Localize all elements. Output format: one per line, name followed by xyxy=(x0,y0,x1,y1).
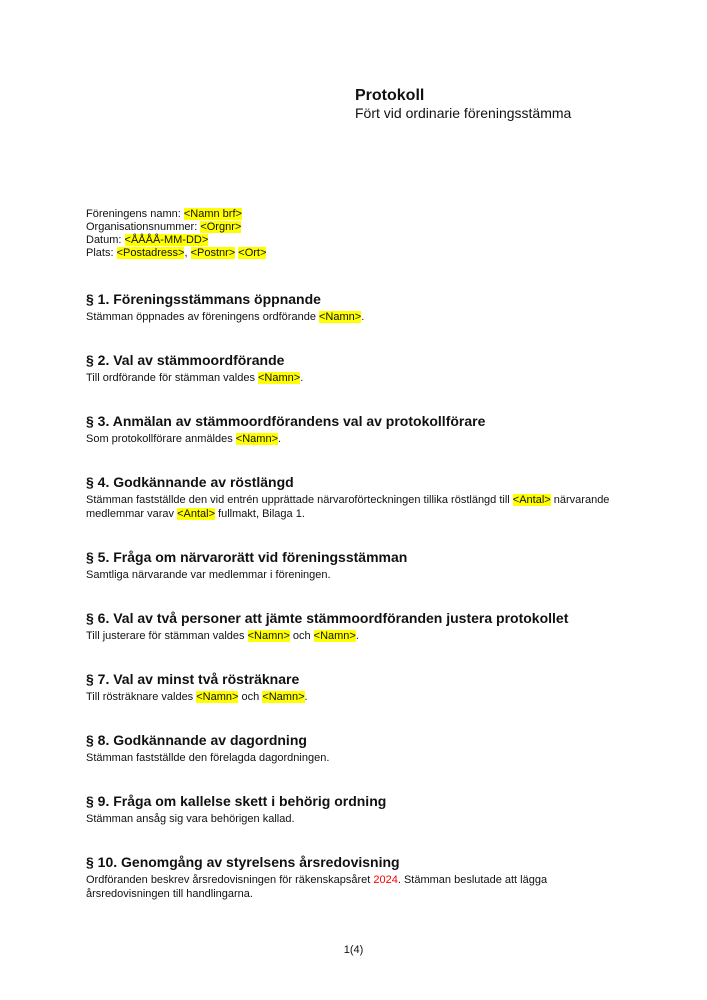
text-segment: Som protokollförare anmäldes xyxy=(86,433,236,445)
association-info xyxy=(86,208,266,260)
placeholder-field: <Namn> xyxy=(319,311,362,323)
info-line xyxy=(86,247,266,260)
section-body xyxy=(86,310,616,324)
section-body xyxy=(86,493,616,521)
section-body xyxy=(86,432,616,446)
placeholder-field: <Namn> xyxy=(313,630,356,642)
section-heading: § 10. Genomgång av styrelsens årsredovisning xyxy=(86,854,400,870)
text-segment: Plats: xyxy=(86,247,117,259)
info-line xyxy=(86,234,266,247)
text-segment: . xyxy=(278,433,282,445)
section-heading: § 2. Val av stämmoordförande xyxy=(86,352,285,368)
section-heading: § 7. Val av minst två rösträknare xyxy=(86,671,300,687)
placeholder-field: <Namn brf> xyxy=(183,208,242,220)
text-segment: och xyxy=(289,630,314,642)
text-segment: Samtliga närvarande var medlemmar i föreningen. xyxy=(86,569,331,581)
section-heading: § 6. Val av två personer att jämte stämmoordföranden justera protokollet xyxy=(86,610,569,626)
placeholder-field: <Orgnr> xyxy=(200,221,242,233)
text-segment: , xyxy=(184,247,191,259)
text-segment: . xyxy=(355,630,359,642)
document-header xyxy=(355,86,571,121)
protocol-section xyxy=(86,412,616,446)
section-body xyxy=(86,629,616,643)
text-segment: Stämman öppnades av föreningens ordförande xyxy=(86,311,319,323)
text-segment: . Stämman beslutade att lägga årsredovisningen till handlingarna. xyxy=(86,874,548,900)
protocol-section xyxy=(86,609,616,643)
document-subtitle: Fört vid ordinarie föreningsstämma xyxy=(355,105,572,121)
protocol-section xyxy=(86,792,616,826)
section-heading: § 9. Fråga om kallelse skett i behörig ordning xyxy=(86,793,387,809)
text-segment: . xyxy=(304,691,308,703)
text-segment: Ordföranden beskrev årsredovisningen för räkenskapsåret xyxy=(86,874,374,886)
section-body xyxy=(86,568,616,582)
text-segment: närvarande medlemmar varav xyxy=(86,494,610,520)
section-body xyxy=(86,751,616,765)
section-heading: § 5. Fråga om närvarorätt vid föreningsstämman xyxy=(86,549,408,565)
highlighted-year: 2024 xyxy=(373,874,398,886)
protocol-section xyxy=(86,548,616,582)
placeholder-field: <ÅÅÅÅ-MM-DD> xyxy=(124,234,209,246)
placeholder-field: <Namn> xyxy=(196,691,239,703)
protocol-section xyxy=(86,670,616,704)
text-segment: Datum: xyxy=(86,234,125,246)
placeholder-field: <Ort> xyxy=(238,247,267,259)
protocol-sections xyxy=(86,290,616,928)
protocol-section xyxy=(86,290,616,324)
text-segment: Stämman ansåg sig vara behörigen kallad. xyxy=(86,813,295,825)
info-line xyxy=(86,221,266,234)
placeholder-field: <Namn> xyxy=(247,630,290,642)
text-segment: Till ordförande för stämman valdes xyxy=(86,372,258,384)
protocol-section xyxy=(86,351,616,385)
section-heading: § 8. Godkännande av dagordning xyxy=(86,732,307,748)
placeholder-field: <Antal> xyxy=(177,508,215,520)
protocol-section xyxy=(86,853,616,901)
info-line xyxy=(86,208,266,221)
section-heading: § 1. Föreningsstämmans öppnande xyxy=(86,291,321,307)
document-title: Protokoll xyxy=(355,87,425,104)
section-body xyxy=(86,371,616,385)
text-segment: och xyxy=(238,691,263,703)
text-segment: Stämman fastställde den vid entrén upprättade närvaroförteckningen tillika röstlängd till xyxy=(86,494,513,506)
protocol-section xyxy=(86,473,616,521)
placeholder-field: <Namn> xyxy=(235,433,278,445)
text-segment: Organisationsnummer: xyxy=(86,221,201,233)
text-segment: Till justerare för stämman valdes xyxy=(86,630,248,642)
placeholder-field: <Namn> xyxy=(262,691,305,703)
section-body xyxy=(86,873,616,901)
section-body xyxy=(86,812,616,826)
text-segment: fullmakt, Bilaga 1. xyxy=(215,508,305,520)
page-number: 1(4) xyxy=(343,944,364,956)
text-segment: Stämman fastställde den förelagda dagordningen. xyxy=(86,752,330,764)
protocol-section xyxy=(86,731,616,765)
section-heading: § 4. Godkännande av röstlängd xyxy=(86,474,294,490)
section-body xyxy=(86,690,616,704)
text-segment: Föreningens namn: xyxy=(86,208,184,220)
section-heading: § 3. Anmälan av stämmoordförandens val av protokollförare xyxy=(86,413,486,429)
placeholder-field: <Namn> xyxy=(258,372,301,384)
text-segment: . xyxy=(361,311,365,323)
placeholder-field: <Postnr> xyxy=(190,247,236,259)
text-segment: . xyxy=(300,372,304,384)
placeholder-field: <Antal> xyxy=(512,494,551,506)
placeholder-field: <Postadress> xyxy=(116,247,185,259)
text-segment: Till rösträknare valdes xyxy=(86,691,197,703)
